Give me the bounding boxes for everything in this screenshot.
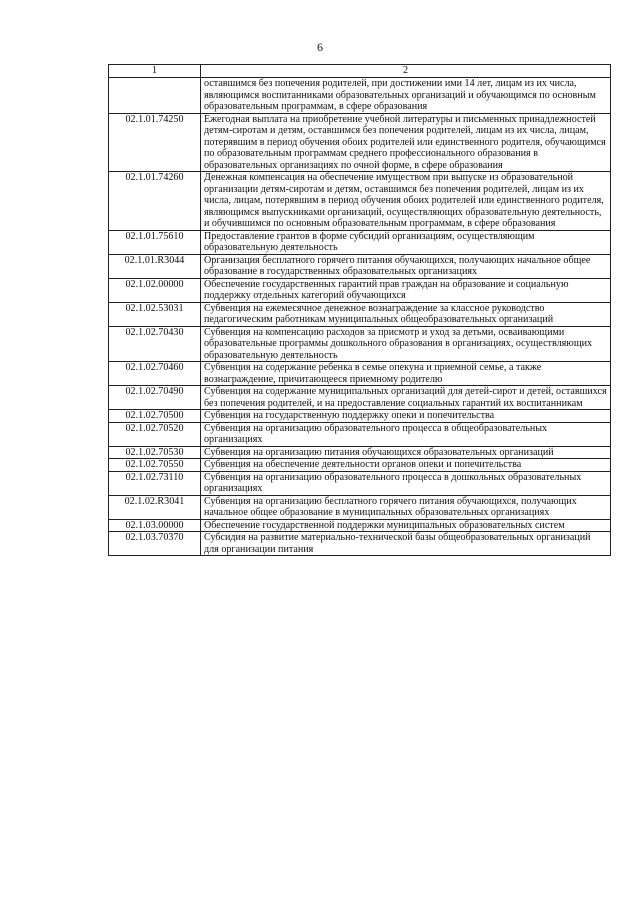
row-description: Субсидия на развитие материально-технической базы общеобразовательных организаций для организации питания — [201, 532, 611, 556]
table-row — [109, 519, 611, 532]
table-row — [109, 78, 611, 114]
table-row — [109, 113, 611, 172]
row-description: Субвенция на организацию питания обучающихся образовательных организаций — [201, 446, 611, 459]
row-code: 02.1.02.R3041 — [109, 495, 201, 519]
row-code: 02.1.02.73110 — [109, 471, 201, 495]
row-description: Организация бесплатного горячего питания обучающихся, получающих начальное общее образование в государственных образовательных организациях — [201, 254, 611, 278]
row-code — [109, 78, 201, 114]
page-number: 6 — [317, 40, 323, 54]
row-description: Субвенция на организацию образовательного процесса в общеобразовательных организациях — [201, 422, 611, 446]
row-code: 02.1.02.70430 — [109, 326, 201, 362]
row-code: 02.1.01.74250 — [109, 113, 201, 172]
row-description: Денежная компенсация на обеспечение имуществом при выпуске из образовательной организации детям-сиротам и детям, оставшимся без попечения родителей, лицам из их числа, лицам, потерявшим в период обучения обоих родителей или единственного родителя, являющимся выпускниками организаций, осуществляющих образовательную деятельность, и обучившимся по основным образовательным программам, в сфере образования — [201, 172, 611, 231]
table-row — [109, 471, 611, 495]
row-code: 02.1.02.53031 — [109, 302, 201, 326]
row-description: Субвенция на организацию бесплатного горячего питания обучающихся, получающих начальное общее образование в муниципальных образовательных организациях — [201, 495, 611, 519]
row-description: Ежегодная выплата на приобретение учебной литературы и письменных принадлежностей детям-сиротам и детям, оставшимся без попечения родителей, лицам из их числа, лицам, потерявшим в период обучения обоих родителей или единственного родителя, обучающимся по образовательным программам среднего профессионального образования в образовательных организациях по очной форме, в сфере образования — [201, 113, 611, 172]
table-row — [109, 532, 611, 556]
row-code: 02.1.02.70550 — [109, 459, 201, 472]
row-description: Предоставление грантов в форме субсидий организациям, осуществляющим образовательную деятельность — [201, 230, 611, 254]
row-code: 02.1.01.75610 — [109, 230, 201, 254]
table-row — [109, 172, 611, 231]
row-description: Субвенция на ежемесячное денежное вознаграждение за классное руководство педагогическим работникам муниципальных общеобразовательных организаций — [201, 302, 611, 326]
table-row — [109, 302, 611, 326]
row-description: Субвенция на государственную поддержку опеки и попечительства — [201, 410, 611, 423]
table-row — [109, 254, 611, 278]
table-row — [109, 326, 611, 362]
row-code: 02.1.02.70490 — [109, 386, 201, 410]
table-row — [109, 230, 611, 254]
table-row — [109, 362, 611, 386]
column-header-1: 1 — [109, 65, 201, 78]
row-description: Субвенция на обеспечение деятельности органов опеки и попечительства — [201, 459, 611, 472]
row-code: 02.1.03.70370 — [109, 532, 201, 556]
row-code: 02.1.01.74260 — [109, 172, 201, 231]
row-code: 02.1.02.70520 — [109, 422, 201, 446]
row-code: 02.1.02.70500 — [109, 410, 201, 423]
row-description: Субвенция на компенсацию расходов за присмотр и уход за детьми, осваивающими образовательные программы дошкольного образования в организациях, осуществляющих образовательную деятельность — [201, 326, 611, 362]
row-description: Субвенция на содержание муниципальных организаций для детей-сирот и детей, оставшихся без попечения родителей, и на предоставление социальных гарантий их воспитанникам — [201, 386, 611, 410]
table-row — [109, 495, 611, 519]
table-row — [109, 278, 611, 302]
table-row — [109, 446, 611, 459]
row-description: Субвенция на организацию образовательного процесса в дошкольных образовательных организациях — [201, 471, 611, 495]
row-description: оставшимся без попечения родителей, при достижении ими 14 лет, лицам из их числа, являющимся воспитанниками образовательных организаций и обучающимся по основным образовательным программам, в сфере образования — [201, 78, 611, 114]
row-description: Обеспечение государственных гарантий прав граждан на образование и социальную поддержку отдельных категорий обучающихся — [201, 278, 611, 302]
row-code: 02.1.02.70460 — [109, 362, 201, 386]
row-description: Субвенция на содержание ребенка в семье опекуна и приемной семье, а также вознаграждение, причитающееся приемному родителю — [201, 362, 611, 386]
row-code: 02.1.02.00000 — [109, 278, 201, 302]
column-header-2: 2 — [201, 65, 611, 78]
table-row — [109, 410, 611, 423]
row-code: 02.1.01.R3044 — [109, 254, 201, 278]
table-row — [109, 459, 611, 472]
row-code: 02.1.03.00000 — [109, 519, 201, 532]
budget-codes-table — [108, 64, 611, 556]
table-header-row — [109, 65, 611, 78]
table-row — [109, 386, 611, 410]
table-row — [109, 422, 611, 446]
row-code: 02.1.02.70530 — [109, 446, 201, 459]
row-description: Обеспечение государственной поддержки муниципальных образовательных систем — [201, 519, 611, 532]
